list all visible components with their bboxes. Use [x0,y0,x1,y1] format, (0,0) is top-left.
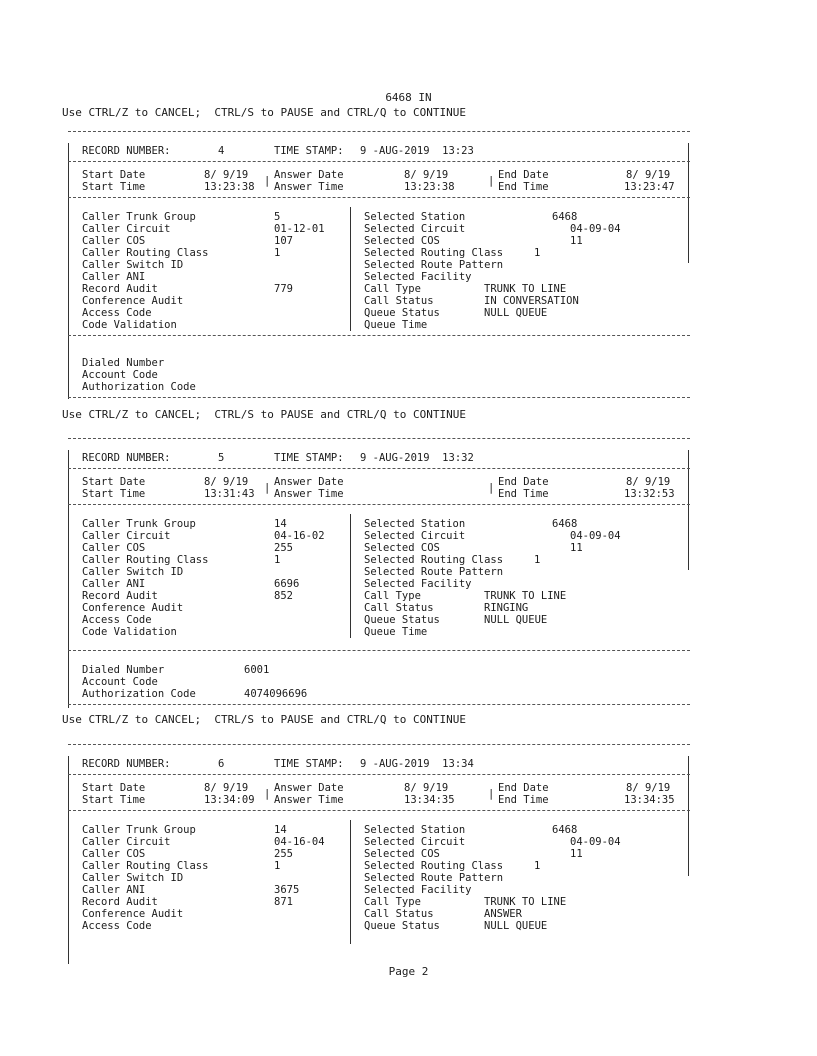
selected-cos-label: Selected COS [364,542,440,554]
answer-time: 13:23:38 [404,181,455,193]
caller-trunk-group: 14 [274,824,287,836]
end-date-label: End Date [498,476,549,488]
call-type: TRUNK TO LINE [484,283,567,295]
answer-date: 8/ 9/19 [404,782,449,794]
call-status: IN CONVERSATION [484,295,579,307]
conference-audit-label: Conference Audit [82,908,184,920]
caller-cos-label: Caller COS [82,235,146,247]
selected-station: 6468 [552,824,578,836]
start-date: 8/ 9/19 [204,782,249,794]
caller-switch-id-label: Caller Switch ID [82,566,184,578]
caller-routing-class: 1 [274,554,281,566]
report-id: 6468 IN [385,91,432,104]
selected-facility-label: Selected Facility [364,271,472,283]
record-number-label: RECORD NUMBER: [82,145,171,157]
selected-station: 6468 [552,518,578,530]
dialed-number: 6001 [244,664,270,676]
call-status: RINGING [484,602,529,614]
record-audit-label: Record Audit [82,283,158,295]
selected-route-pattern-label: Selected Route Pattern [364,872,504,884]
selected-facility-label: Selected Facility [364,578,472,590]
caller-circuit-label: Caller Circuit [82,223,171,235]
selected-routing-class-label: Selected Routing Class [364,860,504,872]
end-date: 8/ 9/19 [626,169,671,181]
account-code-label: Account Code [82,369,158,381]
start-time-label: Start Time [82,488,146,500]
record-number: 6 [218,758,225,770]
call-type: TRUNK TO LINE [484,896,567,908]
call-record: RECORD NUMBER: 6 TIME STAMP: 9 -AUG-2019 13:34 Start Date 8/ 9/19 Answer Date 8/ 9/19 End Date 8/ 9/19 Start Time 13:34:09 Answer Time 13:34:35 End Time 13:34:35 | | Caller Trunk Group 14 Caller Circuit 04-16-04 Caller COS 255 Caller Routing Class 1 Caller Switch ID Caller ANI 3675 Record Audit 871 Conference Audit Access Code Selected Station 6468 Selected Circuit 04-09-04 Selected COS 11 Selected Routing Class 1 Selected Route Pattern Selected Facility Call Type TRUNK TO LINE Call Status ANSWER Queue Status NULL QUEUE [68,744,690,964]
caller-ani-label: Caller ANI [82,271,146,283]
call-type-label: Call Type [364,283,421,295]
time-stamp: 9 -AUG-2019 13:32 [360,452,474,464]
end-time: 13:32:53 [624,488,675,500]
caller-cos-label: Caller COS [82,542,146,554]
selected-station-label: Selected Station [364,211,466,223]
selected-circuit: 04-09-04 [570,223,621,235]
record-number-label: RECORD NUMBER: [82,452,171,464]
time-stamp: 9 -AUG-2019 13:34 [360,758,474,770]
selected-cos-label: Selected COS [364,235,440,247]
caller-cos: 107 [274,235,293,247]
call-status-label: Call Status [364,295,434,307]
selected-station-label: Selected Station [364,824,466,836]
caller-switch-id-label: Caller Switch ID [82,872,184,884]
end-time: 13:23:47 [624,181,675,193]
end-time-label: End Time [498,181,549,193]
answer-time-label: Answer Time [274,181,344,193]
control-hint-line: Use CTRL/Z to CANCEL; CTRL/S to PAUSE and CTRL/Q to CONTINUE [62,408,466,421]
end-time-label: End Time [498,794,549,806]
queue-time-label: Queue Time [364,626,428,638]
queue-status-label: Queue Status [364,307,440,319]
selected-cos: 11 [570,235,583,247]
queue-status-label: Queue Status [364,920,440,932]
call-record: RECORD NUMBER: 4 TIME STAMP: 9 -AUG-2019 13:23 Start Date 8/ 9/19 Answer Date 8/ 9/19 End Date 8/ 9/19 Start Time 13:23:38 Answer Time 13:23:38 End Time 13:23:47 | | Caller Trunk Group 5 Caller Circuit 01-12-01 Caller COS 107 Caller Routing Class 1 Caller Switch ID Caller ANI Record Audit 779 Conference Audit Access Code Code Validation Selected Station 6468 Selected Circuit 04-09-04 Selected COS 11 Selected Routing Class 1 Selected Route Pattern Selected Facility Call Type TRUNK TO LINE Call Status IN CONVERSATION Queue Status NULL QUEUE Queue Time Dialed Number Account Code Authorization Code [68,131,690,401]
caller-routing-class: 1 [274,860,281,872]
end-time: 13:34:35 [624,794,675,806]
caller-circuit: 04-16-02 [274,530,325,542]
start-time: 13:34:09 [204,794,255,806]
access-code-label: Access Code [82,307,152,319]
end-time-label: End Time [498,488,549,500]
caller-trunk-group-label: Caller Trunk Group [82,211,196,223]
time-stamp: 9 -AUG-2019 13:23 [360,145,474,157]
code-validation-label: Code Validation [82,626,177,638]
dialed-number-label: Dialed Number [82,664,165,676]
record-number: 5 [218,452,225,464]
start-date-label: Start Date [82,476,146,488]
caller-trunk-group: 14 [274,518,287,530]
selected-cos: 11 [570,848,583,860]
authorization-code-label: Authorization Code [82,688,196,700]
record-audit: 871 [274,896,293,908]
caller-routing-class: 1 [274,247,281,259]
caller-trunk-group: 5 [274,211,281,223]
call-type: TRUNK TO LINE [484,590,567,602]
time-stamp-label: TIME STAMP: [274,758,344,770]
call-status: ANSWER [484,908,522,920]
answer-date-label: Answer Date [274,169,344,181]
start-time-label: Start Time [82,181,146,193]
queue-status: NULL QUEUE [484,307,548,319]
record-audit: 852 [274,590,293,602]
queue-status: NULL QUEUE [484,614,548,626]
answer-time-label: Answer Time [274,488,344,500]
answer-date: 8/ 9/19 [404,169,449,181]
record-audit-label: Record Audit [82,896,158,908]
caller-circuit: 04-16-04 [274,836,325,848]
start-time: 13:31:43 [204,488,255,500]
conference-audit-label: Conference Audit [82,602,184,614]
caller-ani: 6696 [274,578,300,590]
selected-cos: 11 [570,542,583,554]
start-time: 13:23:38 [204,181,255,193]
call-status-label: Call Status [364,908,434,920]
account-code-label: Account Code [82,676,158,688]
caller-routing-class-label: Caller Routing Class [82,860,209,872]
selected-cos-label: Selected COS [364,848,440,860]
caller-circuit: 01-12-01 [274,223,325,235]
conference-audit-label: Conference Audit [82,295,184,307]
record-audit-label: Record Audit [82,590,158,602]
control-hint-line: Use CTRL/Z to CANCEL; CTRL/S to PAUSE and CTRL/Q to CONTINUE [62,106,466,119]
caller-routing-class-label: Caller Routing Class [82,554,209,566]
end-date-label: End Date [498,169,549,181]
selected-circuit-label: Selected Circuit [364,223,466,235]
authorization-code-label: Authorization Code [82,381,196,393]
control-hint-line: Use CTRL/Z to CANCEL; CTRL/S to PAUSE and CTRL/Q to CONTINUE [62,713,466,726]
access-code-label: Access Code [82,920,152,932]
call-status-label: Call Status [364,602,434,614]
call-type-label: Call Type [364,896,421,908]
selected-routing-class: 1 [534,554,541,566]
caller-routing-class-label: Caller Routing Class [82,247,209,259]
page-number: Page 2 [388,965,429,978]
answer-date-label: Answer Date [274,782,344,794]
end-date: 8/ 9/19 [626,782,671,794]
access-code-label: Access Code [82,614,152,626]
end-date-label: End Date [498,782,549,794]
record-number: 4 [218,145,225,157]
selected-circuit: 04-09-04 [570,530,621,542]
start-time-label: Start Time [82,794,146,806]
selected-station: 6468 [552,211,578,223]
dialed-number-label: Dialed Number [82,357,165,369]
caller-cos: 255 [274,542,293,554]
answer-time-label: Answer Time [274,794,344,806]
selected-routing-class: 1 [534,860,541,872]
end-date: 8/ 9/19 [626,476,671,488]
caller-circuit-label: Caller Circuit [82,530,171,542]
selected-station-label: Selected Station [364,518,466,530]
authorization-code: 4074096696 [244,688,308,700]
caller-cos-label: Caller COS [82,848,146,860]
record-number-label: RECORD NUMBER: [82,758,171,770]
time-stamp-label: TIME STAMP: [274,145,344,157]
caller-trunk-group-label: Caller Trunk Group [82,824,196,836]
queue-status-label: Queue Status [364,614,440,626]
caller-trunk-group-label: Caller Trunk Group [82,518,196,530]
selected-route-pattern-label: Selected Route Pattern [364,566,504,578]
selected-circuit: 04-09-04 [570,836,621,848]
selected-circuit-label: Selected Circuit [364,836,466,848]
record-audit: 779 [274,283,293,295]
code-validation-label: Code Validation [82,319,177,331]
selected-routing-class-label: Selected Routing Class [364,247,504,259]
caller-ani-label: Caller ANI [82,578,146,590]
answer-time: 13:34:35 [404,794,455,806]
queue-time-label: Queue Time [364,319,428,331]
caller-cos: 255 [274,848,293,860]
selected-facility-label: Selected Facility [364,884,472,896]
start-date: 8/ 9/19 [204,169,249,181]
call-record: RECORD NUMBER: 5 TIME STAMP: 9 -AUG-2019 13:32 Start Date 8/ 9/19 Answer Date End Date 8/ 9/19 Start Time 13:31:43 Answer Time End Time 13:32:53 | | Caller Trunk Group 14 Caller Circuit 04-16-02 Caller COS 255 Caller Routing Class 1 Caller Switch ID Caller ANI 6696 Record Audit 852 Conference Audit Access Code Code Validation Selected Station 6468 Selected Circuit 04-09-04 Selected COS 11 Selected Routing Class 1 Selected Route Pattern Selected Facility Call Type TRUNK TO LINE Call Status RINGING Queue Status NULL QUEUE Queue Time Dialed Number 6001 Account Code Authorization Code 4074096696 [68,438,690,710]
caller-ani: 3675 [274,884,300,896]
time-stamp-label: TIME STAMP: [274,452,344,464]
start-date-label: Start Date [82,169,146,181]
selected-circuit-label: Selected Circuit [364,530,466,542]
call-type-label: Call Type [364,590,421,602]
start-date: 8/ 9/19 [204,476,249,488]
caller-circuit-label: Caller Circuit [82,836,171,848]
queue-status: NULL QUEUE [484,920,548,932]
selected-routing-class-label: Selected Routing Class [364,554,504,566]
selected-route-pattern-label: Selected Route Pattern [364,259,504,271]
caller-ani-label: Caller ANI [82,884,146,896]
caller-switch-id-label: Caller Switch ID [82,259,184,271]
answer-date-label: Answer Date [274,476,344,488]
selected-routing-class: 1 [534,247,541,259]
start-date-label: Start Date [82,782,146,794]
